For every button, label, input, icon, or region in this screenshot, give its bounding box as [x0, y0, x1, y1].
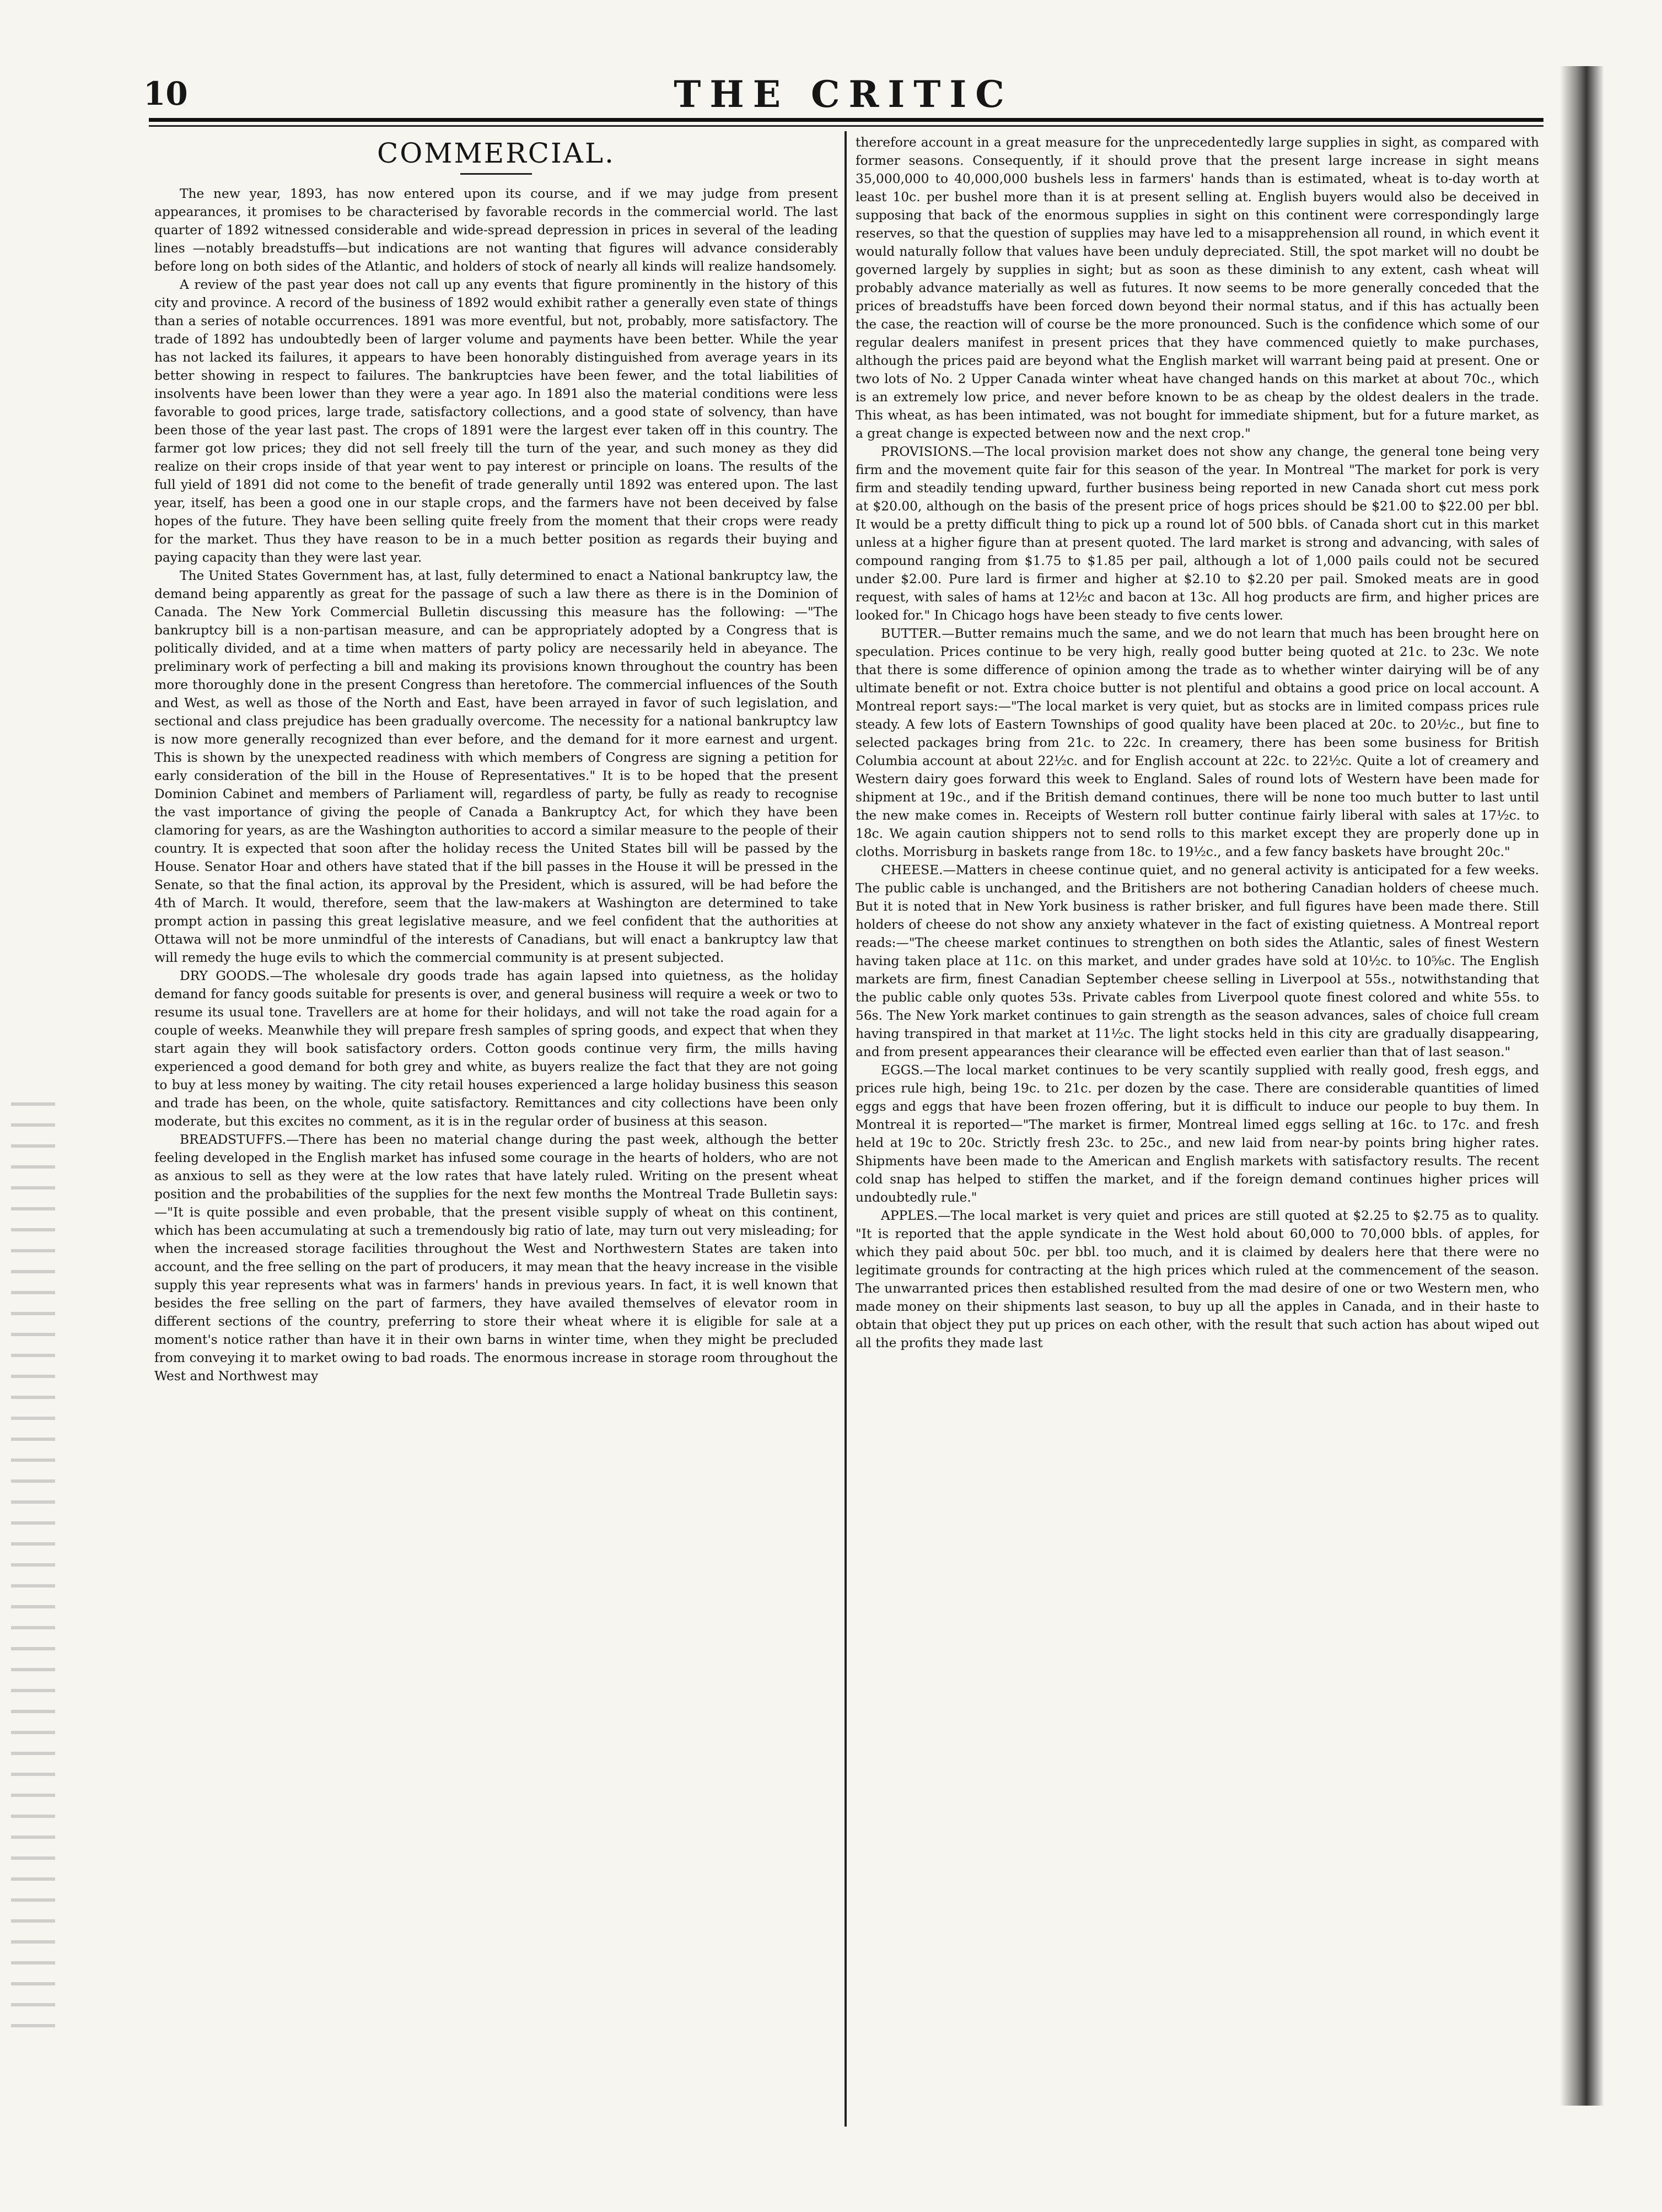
paragraph: CHEESE.—Matters in cheese continue quiet, and no general activity is anticipated for a few weeks. The public cable is unchanged, and the Britishers are not bothering Canadian holders of cheese much. But it is noted that in New York business is rather brisker, and full figures have been made there. Still holders of cheese do not show any anxiety whatever in the fact of existing quietness. A Montreal report reads:—"The cheese market continues to strengthen on both sides the Atlantic, sales of finest Western having taken place at 11c. on this market, and under grades have sold at 10½c. to 10⅝c. The English markets are firm, finest Canadian September cheese selling in Liverpool at 55s., notwithstanding that the public cable only quotes 53s. Private cables from Liverpool quote finest colored and white 55s. to 56s. The New York market continues to gain strength as the season advances, sales of choice full cream having transpired in that market at 11½c. The light stocks held in this city are gradually disappearing, and from present appearances their clearance will be effected even earlier than that of last season."	[856, 863, 1539, 1059]
masthead-title: THE CRITIC	[674, 73, 1013, 116]
section-title: COMMERCIAL.	[377, 137, 615, 169]
paragraph: therefore account in a great measure for the unprecedentedly large supplies in sight, as compared with former seasons. Consequently, if it should prove that the present large increase in sight means 35,000,000 to 40,000,000 bushels less in farmers' hands than is estimated, wheat is to-day worth at least 10c. per bushel more than it is at present selling at. English buyers would also be deceived in supposing that back of the enormous supplies in sight on this continent were correspondingly large reserves, so that the question of supplies may have led to a misapprehension all round, in which event it would naturally follow that values have been unduly depreciated. Still, the spot market will no doubt be governed largely by supplies in sight; but as soon as these diminish to any extent, cash wheat will probably advance materially as well as futures. It now seems to be more generally conceded that the prices of breadstuffs have been forced down beyond their normal status, and if this has actually been the case, the reaction will of course be the more pronounced. Such is the confidence which some of our regular dealers manifest in present prices that they have commenced quietly to make purchases, although the prices paid are beyond what the English market will warrant being paid at present. One or two lots of No. 2 Upper Canada winter wheat have changed hands on this market at about 70c., which is an extremely low price, and never before known to be as cheap by the oldest dealers in the trade. This wheat, as has been intimated, was not bought for immediate shipment, but for a future market, as a great change is expected between now and the next crop."	[856, 135, 1539, 441]
paragraph: APPLES.—The local market is very quiet and prices are still quoted at $2.25 to $2.75 as to quality. "It is reported that the apple syndicate in the West hold about 60,000 to 70,000 bbls. of apples, for which they paid about 50c. per bbl. too much, and it is claimed by dealers here that there were no legitimate grounds for contracting at the high prices which ruled at the commencement of the season. The unwarranted prices then established resulted from the mad desire of one or two Western men, who made money on their shipments last season, to buy up all the apples in Canada, and in their haste to obtain that object they put up prices on each other, with the result that such action has about wiped out all the profits they made last	[856, 1208, 1539, 1350]
column-divider	[845, 131, 847, 2127]
paragraph: EGGS.—The local market continues to be very scantily supplied with really good, fresh eggs, and prices rule high, being 19c. to 21c. per dozen by the case. There are considerable quantities of limed eggs and eggs that have been frozen offering, but it is difficult to induce our people to buy them. In Montreal it is reported—"The market is firmer, Montreal limed eggs selling at 16c. to 17c. and fresh held at 19c to 20c. Strictly fresh 23c. to 25c., and new laid from near-by points bring higher rates. Shipments have been made to the American and English markets with satisfactory results. The recent cold snap has helped to stiffen the market, and if the foreign demand continues higher prices will undoubtedly rule."	[856, 1063, 1539, 1205]
right-column	[856, 133, 1539, 2123]
paragraph: BREADSTUFFS.—There has been no material change during the past week, although the better feeling developed in the English market has infused some courage in the hearts of holders, who are not as anxious to sell as they were at the low rates that have lately ruled. Writing on the present wheat position and the probabilities of the supplies for the next few months the Montreal Trade Bulletin says:—"It is quite possible and even probable, that the present visible supply of wheat on this continent, which has been accumulating at such a tremendously big ratio of late, may turn out very misleading; for when the increased storage facilities throughout the West and Northwestern States are taken into account, and the free selling on the part of producers, it may mean that the heavy increase in the visible supply this year represents what was in farmers' hands in previous years. In fact, it is well known that besides the free selling on the part of farmers, they have availed themselves of elevator room in different sections of the country, preferring to store their wheat where it is eligible for sale at a moment's notice rather than have it in their own barns in winter time, when they might be precluded from conveying it to market owing to bad roads. The enormous increase in storage room throughout the West and Northwest may	[154, 1132, 838, 1384]
header-rule	[149, 118, 1543, 122]
page-number: 10	[143, 75, 188, 112]
title-rule	[460, 173, 532, 175]
paragraph: DRY GOODS.—The wholesale dry goods trade has again lapsed into quietness, as the holiday demand for fancy goods suitable for presents is over, and general business will require a week or two to resume its usual tone. Travellers are at home for their holidays, and will not take the road again for a couple of weeks. Meanwhile they will prepare fresh samples of spring goods, and expect that when they start again they will book satisfactory orders. Cotton goods continue very firm, the mills having experienced a good demand for both grey and white, as buyers realize the fact that they are not going to buy at less money by waiting. The city retail houses experienced a large holiday business this season and trade has been, on the whole, quite satisfactory. Remittances and city collections have been only moderate, but this excites no comment, as it is in the regular order of business at this season.	[154, 968, 838, 1129]
margin-marks	[11, 1102, 55, 2039]
header-rule-thin	[149, 125, 1543, 127]
paragraph: The new year, 1893, has now entered upon its course, and if we may judge from present appearances, it promises to be characterised by favorable records in the commercial world. The last quarter of 1892 witnessed considerable and wide-spread depression in prices in several of the leading lines —notably breadstuffs—but indications are not wanting that figures will advance considerably before long on both sides of the Atlantic, and holders of stock of nearly all kinds will realize handsomely.	[154, 186, 838, 274]
paragraph: The United States Government has, at last, fully determined to enact a National bankruptcy law, the demand being apparently as great for the passage of such a law there as there is in the Dominion of Canada. The New York Commercial Bulletin discussing this measure has the following: —"The bankruptcy bill is a non-partisan measure, and can be appropriately adopted by a Congress that is politically divided, and at a time when matters of party policy are necessarily held in abeyance. The preliminary work of perfecting a bill and making its provisions known throughout the country has been more thoroughly done in the present Congress than heretofore. The commercial influences of the South and West, as well as those of the North and East, have been arrayed in favor of such legislation, and sectional and class prejudice has been gradually overcome. The necessity for a national bankruptcy law is now more generally recognized than ever before, and the demand for it more earnest and urgent. This is shown by the unexpected readiness with which members of Congress are signing a petition for early consideration of the bill in the House of Representatives." It is to be hoped that the present Dominion Cabinet and members of Parliament will, regardless of party, be fully as ready to recognise the vast importance of giving the people of Canada a Bankruptcy Act, for which they have been clamoring for years, as are the Washington authorities to accord a similar measure to the people of their country. It is expected that soon after the holiday recess the United States bill will be passed by the House. Senator Hoar and others have stated that if the bill passes in the House it will be pressed in the Senate, so that the final action, its approval by the President, which is assured, will be had before the 4th of March. It would, therefore, seem that the law-makers at Washington are determined to take prompt action in passing this great legislative measure, and we feel confident that the authorities at Ottawa will not be more unmindful of the interests of Canadians, but will enact a bankruptcy law that will remedy the huge evils to which the commercial community is at present subjected.	[154, 568, 838, 965]
paragraph: BUTTER.—Butter remains much the same, and we do not learn that much has been brought here on speculation. Prices continue to be very high, really good butter being quoted at 21c. to 23c. We note that there is some difference of opinion among the trade as to whether winter dairying will be of any ultimate benefit or not. Extra choice butter is not plentiful and obtains a good price on local account. A Montreal report says:—"The local market is very quiet, but as stocks are in limited compass prices rule steady. A few lots of Eastern Townships of good quality have been placed at 20c. to 20½c., but fine to selected packages bring from 21c. to 22c. In creamery, there has been some business for British Columbia account at about 22½c. and for English account at 22c. to 22½c. Quite a lot of creamery and Western dairy goes forward this week to England. Sales of round lots of Western have been made for shipment at 19c., and if the British demand continues, there will be none too much butter to last until the new make comes in. Receipts of Western roll butter continue fairly liberal with sales at 17½c. to 18c. We again caution shippers not to send rolls to this market except they are properly done up in cloths. Morrisburg in baskets range from 18c. to 19½c., and a few fancy baskets have brought 20c."	[856, 626, 1539, 859]
paragraph: A review of the past year does not call up any events that figure prominently in the history of this city and province. A record of the business of 1892 would exhibit rather a generally even state of things than a series of notable occurrences. 1891 was more eventful, but not, probably, more satisfactory. The trade of 1892 has undoubtedly been of larger volume and payments have been better. While the year has not lacked its failures, it appears to have been honorably distinguished from average years in its better showing in respect to failures. The bankruptcies have been fewer, and the total liabilities of insolvents have been lower than they were a year ago. In 1891 also the material conditions were less favorable to good prices, large trade, satisfactory collections, and a good state of solvency, than have been those of the year last past. The crops of 1891 were the largest ever taken off in this country. The farmer got low prices; they did not sell freely till the turn of the year, and such money as they did realize on their crops inside of that year went to pay interest or principle on loans. The results of the full yield of 1891 did not come to the benefit of trade generally until 1892 was entered upon. The last year, itself, has been a good one in our staple crops, and the farmers have not been deceived by false hopes of the future. They have been selling quite freely from the moment that their crops were ready for the market. Thus they have reason to be in a much better position as regards their buying and paying capacity than they were last year.	[154, 277, 838, 565]
left-column	[154, 133, 838, 2123]
page-header	[143, 71, 1543, 120]
page-edge-shadow	[1560, 66, 1604, 2106]
paragraph: PROVISIONS.—The local provision market does not show any change, the general tone being very firm and the movement quite fair for this season of the year. In Montreal "The market for pork is very firm and steadily tending upward, further business being reported in new Canada short cut mess pork at $20.00, although on the basis of the present price of hogs prices should be $21.00 to $22.00 per bbl. It would be a pretty difficult thing to pick up a round lot of 500 bbls. of Canada short cut in this market unless at a higher figure than at present quoted. The lard market is strong and advancing, with sales of compound ranging from $1.75 to $1.85 per pail, although a lot of 1,000 pails could not be secured under $2.00. Pure lard is firmer and higher at $2.10 to $2.20 per pail. Smoked meats are in good request, with sales of hams at 12½c and bacon at 13c. All hog products are firm, and higher prices are looked for." In Chicago hogs have been steady to five cents lower.	[856, 444, 1539, 623]
